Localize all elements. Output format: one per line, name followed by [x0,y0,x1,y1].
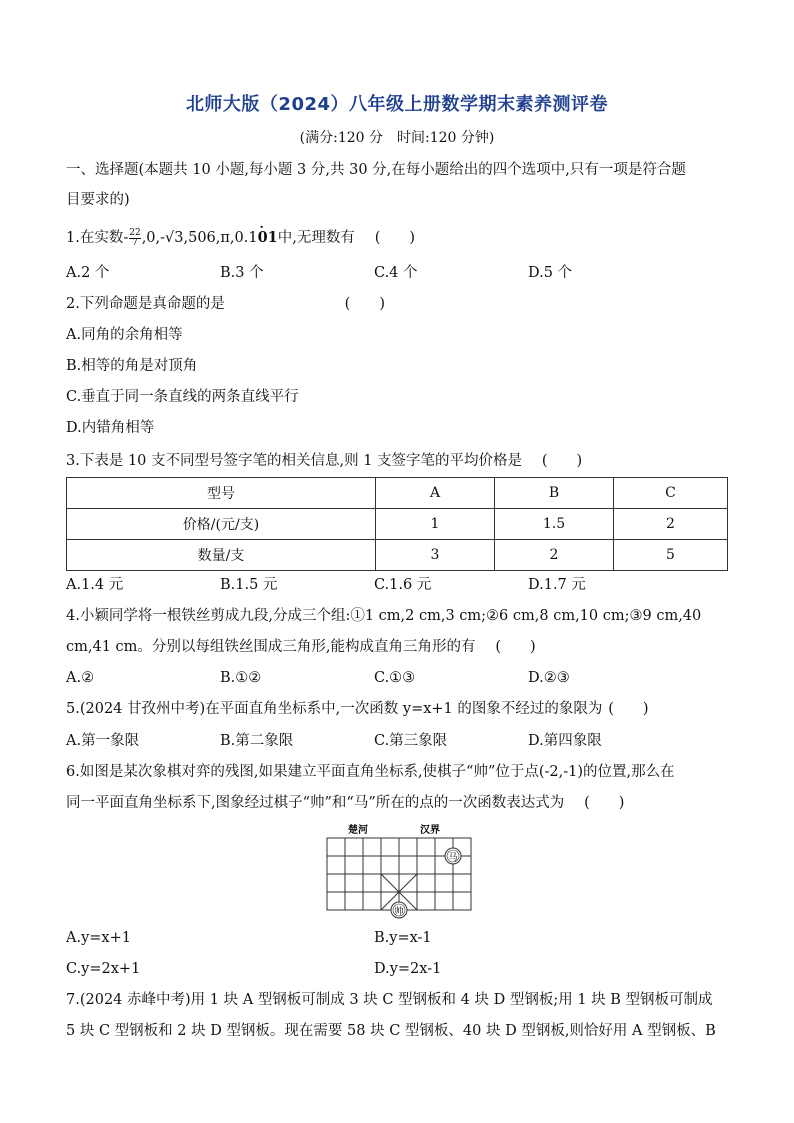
table-cell: 价格/(元/支) [67,509,376,540]
option-a: A.1.4 元 [66,577,124,593]
table-cell: 2 [614,509,728,540]
option-b: B.①② [220,670,262,686]
question-4-stem: 4.小颖同学将一根铁丝剪成九段,分成三个组:①1 cm,2 cm,3 cm;②6 cm,8 cm,10 cm;③9 cm,40 [66,608,702,624]
section-heading: 一、选择题(本题共 10 小题,每小题 3 分,共 30 分,在每小题给出的四个选项中,只有一项是符合题 [66,162,686,178]
table-cell: 1.5 [495,509,614,540]
option-c: C.垂直于同一条直线的两条直线平行 [66,389,299,405]
chess-board [324,820,474,924]
question-7-stem-cont: 5 块 C 型钢板和 2 块 D 型钢板。现在需要 58 块 C 型钢板、40 块 D 型钢板,则恰好用 A 型钢板、B [66,1023,716,1039]
repeating-digits: · 01 [258,229,278,246]
table-cell: A [376,478,495,509]
question-4-stem-cont: cm,41 cm。分别以每组铁丝围成三角形,能构成直角三角形的有 ( ) [66,639,536,655]
shuai-piece-label: 帅 [394,907,404,917]
table-cell: 1 [376,509,495,540]
river-label-left: 楚河 [348,825,368,836]
option-b: B.第二象限 [220,733,294,749]
river-label-right: 汉界 [420,825,440,836]
option-d: D.1.7 元 [528,577,586,593]
table-cell: B [495,478,614,509]
answer-paren: ( ) [344,296,385,312]
option-b: B.1.5 元 [220,577,278,593]
question-6-stem-cont: 同一平面直角坐标系下,图象经过棋子“帅”和“马”所在的点的一次函数表达式为 ( ) [66,795,625,811]
question-1-stem: 1.在实数- $\frac{22}{7}$ ,0,-√3,506,π,0.1· 01中,无理数有 ( ) [66,228,417,248]
question-6-stem: 6.如图是某次象棋对弈的残图,如果建立平面直角坐标系,使棋子“帅”位于点(-2,-1)的位置,那么在 [66,764,675,780]
option-d: D.5 个 [528,265,573,281]
question-7-stem: 7.(2024 赤峰中考)用 1 块 A 型钢板可制成 3 块 C 型钢板和 4 块 D 型钢板;用 1 块 B 型钢板可制成 [66,992,713,1008]
question-3-stem: 3.下表是 10 支不同型号签字笔的相关信息,则 1 支签字笔的平均价格是 ( ) [66,453,583,469]
price-table [66,477,728,571]
option-b: B.相等的角是对顶角 [66,358,198,374]
option-a: A.2 个 [66,265,110,281]
fraction: $\frac{22}{7}$ [129,227,141,248]
option-a: A.同角的余角相等 [66,327,183,343]
question-5-stem: 5.(2024 甘孜州中考)在平面直角坐标系中,一次函数 y=x+1 的图象不经过的象限为 ( ) [66,701,649,717]
option-c: C.4 个 [374,265,418,281]
answer-paren: ( ) [495,639,536,655]
option-a: A.第一象限 [66,733,140,749]
table-row [67,540,728,571]
ma-piece-label: 马 [448,853,458,863]
option-c: C.y=2x+1 [66,961,141,977]
option-d: D.y=2x-1 [374,961,442,977]
page-subtitle: (满分:120 分 时间:120 分钟) [299,130,495,146]
table-cell: 数量/支 [67,540,376,571]
page-title: 北师大版（2024）八年级上册数学期末素养测评卷 [185,94,609,115]
section-heading-cont: 目要求的) [66,192,130,208]
table-cell: 3 [376,540,495,571]
question-2-stem: 2.下列命题是真命题的是 ( ) [66,296,385,312]
option-d: D.内错角相等 [66,420,155,436]
table-row [67,509,728,540]
option-a: A.y=x+1 [66,930,131,946]
table-cell: 5 [614,540,728,571]
option-d: D.②③ [528,670,570,686]
table-cell: 2 [495,540,614,571]
answer-paren: ( ) [541,453,583,469]
option-d: D.第四象限 [528,733,602,749]
answer-paren: ( ) [608,701,649,717]
option-b: B.y=x-1 [374,930,432,946]
option-b: B.3 个 [220,265,264,281]
option-a: A.② [66,670,95,686]
chess-board-figure [324,820,474,924]
table-cell: C [614,478,728,509]
table-header-row [67,478,728,509]
answer-paren: ( ) [374,230,416,246]
answer-paren: ( ) [584,795,625,811]
option-c: C.第三象限 [374,733,448,749]
option-c: C.①③ [374,670,416,686]
table-cell: 型号 [67,478,376,509]
option-c: C.1.6 元 [374,577,432,593]
